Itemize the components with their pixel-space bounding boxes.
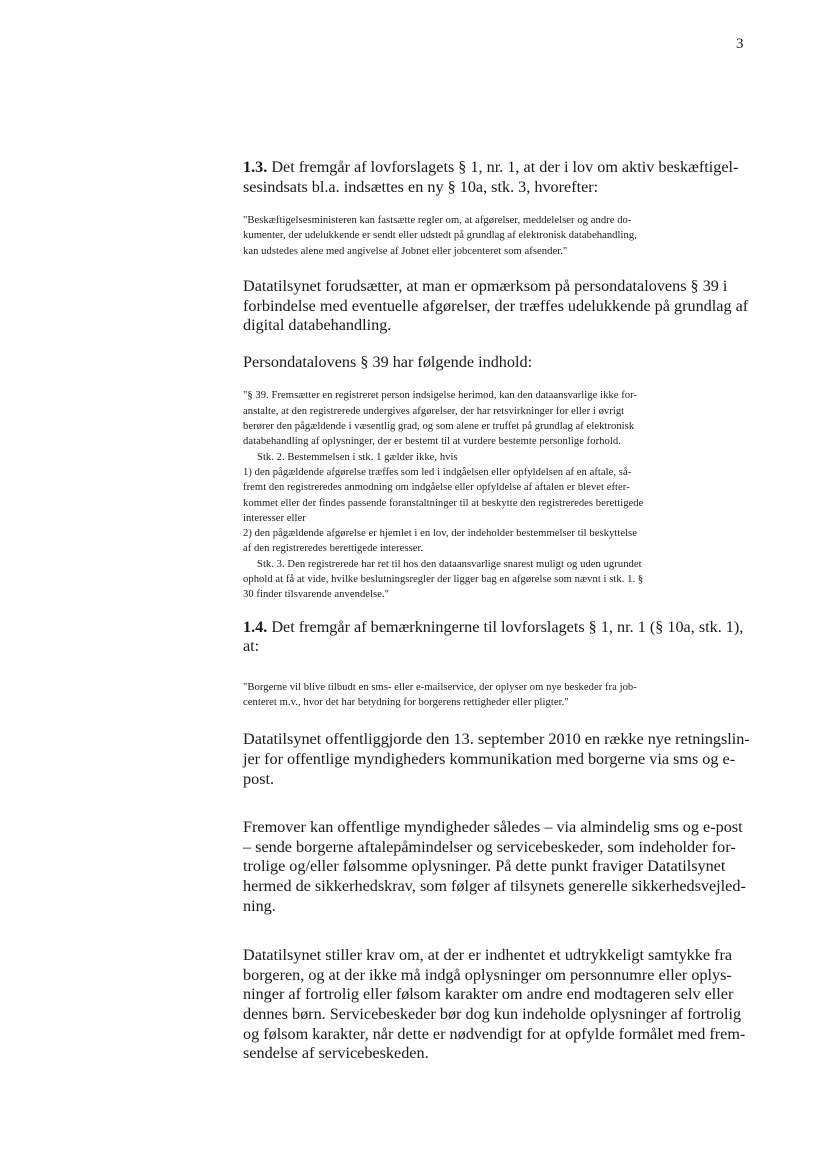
paragraph-1-line: Datatilsynet forudsætter, at man er opmærksom på persondatalovens § 39 i [243, 277, 728, 296]
paragraph-5-line: borgeren, og at der ikke må indgå oplysninger om personnumre eller oplys- [243, 965, 732, 984]
paragraph-4-line: ning. [243, 896, 276, 915]
quote-2-line: databehandling af oplysninger, der er bestemt til at vurdere bestemte personlige forhold. [243, 436, 621, 448]
paragraph-5-line: sendelse af servicebeskeden. [243, 1044, 429, 1063]
paragraph-5-line: dennes børn. Servicebeskeder bør dog kun indeholde oplysninger af fortrolig [243, 1004, 742, 1023]
section-1-3-text: Det fremgår af lovforslagets § 1, nr. 1, at der i lov om aktiv beskæftigel- [267, 158, 739, 176]
section-1-4-line-2: at: [243, 637, 260, 656]
quote-3-line: "Borgerne vil blive tilbudt en sms- eller e-mailservice, der oplyser om nye beskeder fra job- [243, 681, 637, 693]
page-number: 3 [736, 36, 744, 52]
paragraph-3-line: jer for offentlige myndigheders kommunikation med borgerne via sms og e- [243, 749, 736, 768]
paragraph-3-line: Datatilsynet offentliggjorde den 13. september 2010 en række nye retningslin- [243, 730, 750, 749]
quote-1-line: kan udstedes alene med angivelse af Jobnet eller jobcenteret som afsender." [243, 245, 568, 257]
section-1-4-line-1 [243, 618, 753, 638]
paragraph-1 [243, 277, 753, 336]
paragraph-2-line: Persondatalovens § 39 har følgende indhold: [243, 352, 533, 371]
quote-2-line: Stk. 2. Bestemmelsen i stk. 1 gælder ikke, hvis [257, 451, 458, 463]
quote-2-line: 2) den pågældende afgørelse er hjemlet i en lov, der indeholder bestemmelser til beskyttelse [243, 528, 637, 540]
quote-2-line: berører den pågældende i væsentlig grad, og som alene er truffet på grundlag af elektronisk [243, 421, 635, 433]
quote-2-line: anstalte, at den registrerede undergives afgørelser, der har retsvirkninger for eller i øvrigt [243, 405, 625, 417]
quote-2-line: ophold at få at vide, hvilke beslutningsregler der ligger bag en afgørelse som nævnt i stk. 1. § [243, 574, 644, 586]
paragraph-4-line: hermed de sikkerhedskrav, som følger af tilsynets generelle sikkerhedsvejled- [243, 876, 746, 895]
quote-3-line: centeret m.v., hvor det har betydning for borgerens rettigheder eller pligter." [243, 697, 569, 709]
paragraph-2 [243, 353, 753, 373]
quote-2-line: "§ 39. Fremsætter en registreret person indsigelse herimod, kan den dataansvarlige ikke for- [243, 390, 638, 402]
quote-3 [243, 680, 753, 711]
quote-2-line: 30 finder tilsvarende anvendelse." [243, 589, 390, 601]
paragraph-1-line: forbindelse med eventuelle afgørelser, der træffes udelukkende på grundlag af [243, 296, 749, 315]
quote-2-line: af den registreredes berettigede interesser. [243, 543, 424, 555]
section-1-3-line-1 [243, 158, 753, 178]
section-1-3-number: 1.3. [243, 158, 268, 176]
quote-2-line: Stk. 3. Den registrerede har ret til hos den dataansvarlige snarest muligt og uden ugrundet [257, 558, 642, 570]
paragraph-4-line: trolige og/eller følsomme oplysninger. På dette punkt fraviger Datatilsynet [243, 857, 726, 876]
quote-2 [243, 388, 753, 602]
paragraph-4 [243, 818, 753, 916]
paragraph-5-line: ninger af fortrolig eller følsom karakter om andre end modtageren selv eller [243, 985, 734, 1004]
paragraph-5 [243, 946, 753, 1064]
quote-2-line: fremt den registreredes anmodning om indgåelse eller opfyldelse af aftalen er blevet efter- [243, 482, 630, 494]
quote-2-line: interesser eller [243, 512, 306, 524]
quote-2-line: kommet eller der findes passende foranstaltninger til at beskytte den registreredes berettigede [243, 497, 644, 509]
document-body [243, 158, 753, 1064]
paragraph-1-line: digital databehandling. [243, 316, 392, 335]
paragraph-4-line: – sende borgerne aftalepåmindelser og servicebeskeder, som indeholder for- [243, 837, 736, 856]
paragraph-5-line: og følsom karakter, når dette er nødvendigt for at opfylde formålet med frem- [243, 1024, 746, 1043]
section-1-4 [243, 618, 753, 657]
section-1-4-number: 1.4. [243, 617, 268, 636]
section-1-3 [243, 158, 753, 197]
paragraph-3 [243, 730, 753, 789]
paragraph-4-line: Fremover kan offentlige myndigheder således – via almindelig sms og e-post [243, 818, 743, 837]
quote-1-line: kumenter, der udelukkende er sendt eller udstedt på grundlag af elektronisk databehandling, [243, 230, 637, 242]
paragraph-3-line: post. [243, 769, 275, 788]
section-1-4-text: Det fremgår af bemærkningerne til lovforslagets § 1, nr. 1 (§ 10a, stk. 1), [267, 617, 744, 636]
paragraph-5-line: Datatilsynet stiller krav om, at der er indhentet et udtrykkeligt samtykke fra [243, 946, 733, 965]
quote-1-line: "Beskæftigelsesministeren kan fastsætte regler om, at afgørelser, meddelelser og andre do- [243, 215, 632, 227]
section-1-3-line-2: sesindsats bl.a. indsættes en ny § 10a, stk. 3, hvorefter: [243, 177, 599, 196]
quote-1 [243, 213, 753, 259]
quote-2-line: 1) den pågældende afgørelse træffes som led i indgåelsen eller opfyldelsen af en aftale, så- [243, 466, 632, 478]
